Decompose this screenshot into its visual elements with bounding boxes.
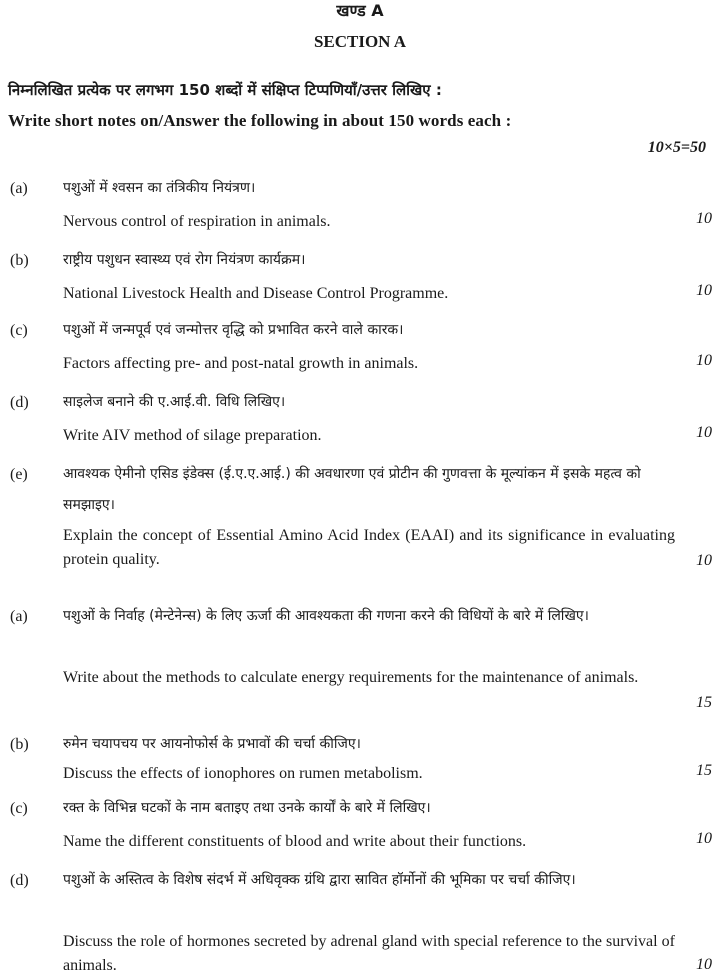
question-text-english: Write AIV method of silage preparation. — [63, 427, 322, 444]
question-marks: 15 — [696, 694, 712, 711]
question-marks: 10 — [696, 830, 712, 847]
question-text-hindi: राष्ट्रीय पशुधन स्वास्थ्य एवं रोग नियंत्रण कार्यक्रम। — [63, 252, 306, 268]
question-text-english: Name the different constituents of blood and write about their functions. — [63, 833, 527, 850]
question-label: (d) — [10, 394, 29, 411]
question-marks: 15 — [696, 762, 712, 779]
question-label: (b) — [10, 736, 29, 753]
question-label: (e) — [10, 466, 28, 483]
question-text-english: Discuss the role of hormones secreted by adrenal gland with special reference to the survival of animals. — [63, 933, 675, 974]
question-label: (a) — [10, 180, 28, 197]
question-label: (c) — [10, 800, 28, 817]
instructions-hindi: निम्नलिखित प्रत्येक पर लगभग 150 शब्दों में संक्षिप्त टिप्पणियाँ/उत्तर लिखिए : — [8, 81, 442, 99]
question-text-hindi: रक्त के विभिन्न घटकों के नाम बताइए तथा उनके कार्यों के बारे में लिखिए। — [63, 800, 431, 816]
question-text-hindi: रुमेन चयापचय पर आयनोफोर्स के प्रभावों की चर्चा कीजिए। — [63, 736, 361, 752]
question-text-hindi: पशुओं के निर्वाह (मेन्टेनेन्स) के लिए ऊर्जा की आवश्यकता की गणना करने की विधियों के बारे में लिखिए। — [63, 608, 589, 624]
question-text-english: Discuss the effects of ionophores on rumen metabolism. — [63, 765, 423, 782]
question-text-english: Write about the methods to calculate energy requirements for the maintenance of animals. — [63, 669, 639, 686]
question-text-hindi: साइलेज बनाने की ए.आई.वी. विधि लिखिए। — [63, 394, 286, 410]
question-label: (c) — [10, 322, 28, 339]
question-marks: 10 — [696, 282, 712, 299]
question-text-hindi: पशुओं में जन्मपूर्व एवं जन्मोत्तर वृद्धि को प्रभावित करने वाले कारक। — [63, 322, 404, 338]
question-label: (a) — [10, 608, 28, 625]
question-marks: 10 — [696, 956, 712, 973]
question-marks: 10 — [696, 352, 712, 369]
total-marks: 10×5=50 — [647, 139, 706, 156]
question-text-hindi: पशुओं के अस्तित्व के विशेष संदर्भ में अधिवृक्क ग्रंथि द्वारा स्रावित हॉर्मोनों की भूमिका पर चर्चा कीजिए। — [63, 872, 576, 888]
question-text-english: National Livestock Health and Disease Control Programme. — [63, 285, 449, 302]
question-marks: 10 — [696, 210, 712, 227]
question-marks: 10 — [696, 424, 712, 441]
instructions-english: Write short notes on/Answer the following in about 150 words each : — [8, 111, 512, 130]
question-marks: 10 — [696, 552, 712, 569]
question-text-hindi: आवश्यक ऐमीनो एसिड इंडेक्स (ई.ए.ए.आई.) की अवधारणा एवं प्रोटीन की गुणवत्ता के मूल्यांकन में इसके महत्व को समझाइए। — [63, 466, 641, 513]
question-text-hindi: पशुओं में श्वसन का तंत्रिकीय नियंत्रण। — [63, 180, 256, 196]
question-label: (b) — [10, 252, 29, 269]
question-text-english: Explain the concept of Essential Amino Acid Index (EAAI) and its significance in evaluating protein quality. — [63, 527, 675, 568]
question-text-english: Factors affecting pre- and post-natal growth in animals. — [63, 355, 419, 372]
question-label: (d) — [10, 872, 29, 889]
question-text-english: Nervous control of respiration in animals. — [63, 213, 331, 230]
section-title-english: SECTION A — [313, 32, 407, 51]
section-title-hindi: खण्ड A — [336, 1, 384, 20]
